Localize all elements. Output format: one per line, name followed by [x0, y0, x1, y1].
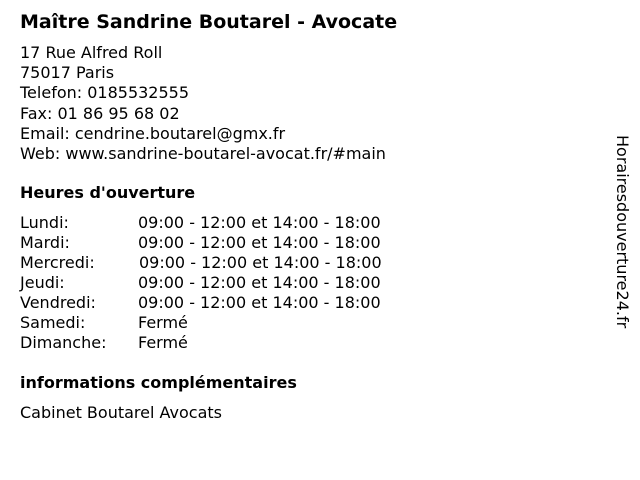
hours-value: Fermé: [138, 313, 188, 332]
page-title: Maître Sandrine Boutarel - Avocate: [20, 11, 398, 33]
hours-value: 09:00 - 12:00 et 14:00 - 18:00: [138, 293, 381, 312]
day-label: Lundi:: [20, 213, 69, 232]
day-label: Dimanche:: [20, 333, 107, 352]
address-city: 75017 Paris: [20, 63, 115, 83]
email-line: Email: cendrine.boutarel@gmx.fr: [20, 123, 286, 143]
day-label: Vendredi:: [20, 293, 96, 312]
hours-value: 09:00 - 12:00 et 14:00 - 18:00: [138, 273, 381, 292]
hours-value: Fermé: [138, 333, 188, 352]
hours-value: 09:00 - 12:00 et 14:00 - 18:00: [139, 253, 382, 272]
day-label: Samedi:: [20, 313, 86, 332]
additional-info-text: Cabinet Boutarel Avocats: [20, 403, 222, 422]
fax-line: Fax: 01 86 95 68 02: [20, 103, 180, 123]
day-label: Mercredi:: [20, 253, 95, 272]
contact-block: [20, 43, 386, 164]
day-label: Jeudi:: [20, 273, 65, 292]
site-watermark: Horairesdouverture24.fr: [613, 135, 632, 329]
opening-hours-heading: Heures d'ouverture: [20, 183, 196, 202]
website-line: Web: www.sandrine-boutarel-avocat.fr/#main: [20, 143, 386, 163]
hours-value: 09:00 - 12:00 et 14:00 - 18:00: [138, 213, 381, 232]
additional-info-heading: informations complémentaires: [20, 373, 297, 392]
phone-line: Telefon: 0185532555: [20, 83, 190, 103]
day-label: Mardi:: [20, 233, 70, 252]
hours-value: 09:00 - 12:00 et 14:00 - 18:00: [138, 233, 381, 252]
address-street: 17 Rue Alfred Roll: [20, 43, 163, 62]
